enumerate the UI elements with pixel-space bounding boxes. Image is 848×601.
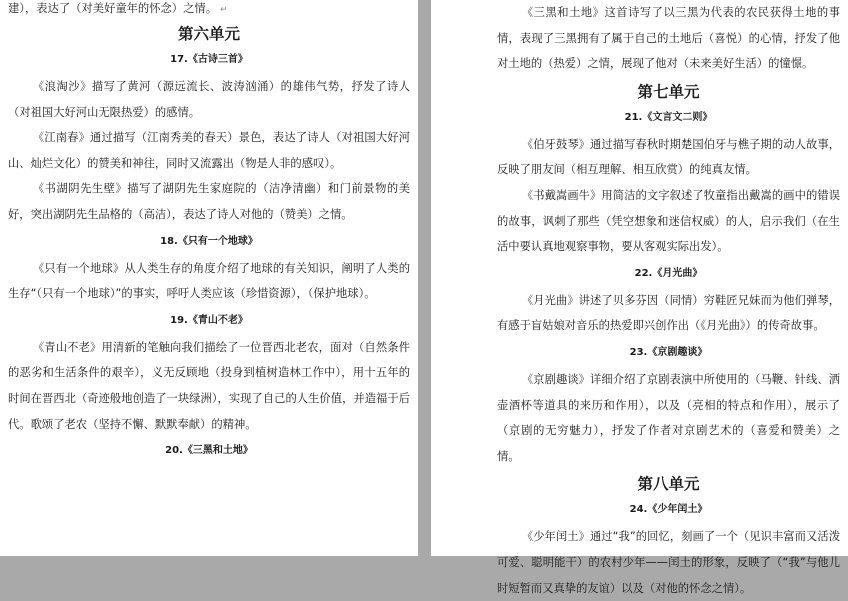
- heading-unit-6: 第六单元: [177, 25, 240, 43]
- lesson-18-title: 18.《只有一个地球》: [160, 235, 258, 247]
- document-page-left: [0, 0, 418, 556]
- lesson-17-paragraph-3: 《书湖阴先生壁》描写了湖阴先生家庭院的（洁净清幽）和门前景物的美好，突出湖阴先生品格的（高洁），表达了诗人对他的（赞美）之情。: [8, 182, 410, 221]
- lesson-20-title: 20.《三黑和土地》: [165, 445, 253, 457]
- lesson-24-paragraph-1: 《少年闰土》通过“我”的回忆，刻画了一个（见识丰富而又活泼可爱、聪明能干）的农村少年——闰土的形象，反映了（“我”与他儿时短暂而又真挚的友谊）以及（对他的怀念之情）。: [497, 530, 840, 595]
- paragraph-mark: ↵: [220, 5, 228, 15]
- lesson-21-paragraph-1: 《伯牙鼓琴》通过描写春秋时期楚国伯牙与樵子期的动人故事，反映了朋友间（相互理解、相互欣赏）的纯真友情。: [497, 137, 840, 177]
- lesson-22-title: 22.《月光曲》: [634, 267, 703, 279]
- lesson-22-paragraph-1: 《月光曲》讲述了贝多芬因（同情）穷鞋匠兄妹而为他们弹琴，有感于盲姑娘对音乐的热爱即兴创作出（《月光曲》）的传奇故事。: [497, 293, 840, 333]
- lesson-21-paragraph-2: 《书戴嵩画牛》用简洁的文字叙述了牧童指出戴嵩的画中的错误的故事，讽刺了那些（凭空想象和迷信权威）的人，启示我们（在生活中要认真地观察事物，要从客观实际出发）。: [497, 188, 840, 254]
- lesson-19-paragraph-1: 《青山不老》用清新的笔触向我们描绘了一位晋西北老农，面对（自然条件的恶劣和生活条件的艰辛），义无反顾地（投身到植树造林工作中），用十五年的时间在晋西北（奇迹般地创造了一块绿洲），实现了自己的人生价值，并造福于后代。歌颂了老农（坚持不懈、默默奉献）的精神。: [8, 340, 410, 431]
- heading-unit-8: 第八单元: [637, 475, 700, 494]
- lesson-18-paragraph-1: 《只有一个地球》从人类生存的角度介绍了地球的有关知识，阐明了人类的生存“（只有一个地球）”的事实，呼吁人类应该（珍惜资源），（保护地球）。: [8, 261, 410, 301]
- lesson-17-paragraph-1: 《浪淘沙》描写了黄河（源远流长、波涛汹涌）的雄伟气势，抒发了诗人（对祖国大好河山无限热爱）的感情。: [8, 80, 410, 119]
- lesson-23-title: 23.《京剧趣谈》: [629, 346, 708, 358]
- lesson-23-paragraph-1: 《京剧趣谈》详细介绍了京剧表演中所使用的（马鞭、针线、洒壶酒杯等道具的来历和作用），以及（亮相的特点和作用），展示了（京剧的无穷魅力），抒发了作者对京剧艺术的（喜爱和赞美）之情。: [497, 372, 840, 463]
- lesson-17-title: 17.《古诗三首》: [170, 54, 248, 65]
- left-top-line: 建），表达了（对美好童年的怀念）之情。 ↵: [8, 2, 228, 15]
- lesson-17-paragraph-2: 《江南春》通过描写（江南秀美的春天）景色，表达了诗人（对祖国大好河山、灿烂文化）的赞美和神往，同时又流露出（物是人非的感叹）。: [8, 131, 410, 170]
- lesson-19-title: 19.《青山不老》: [170, 314, 248, 326]
- lesson-24-title: 24.《少年闰土》: [629, 504, 708, 516]
- document-page-right: [431, 0, 848, 595]
- lesson-20-paragraph-1: 《三黑和土地》这首诗写了以三黑为代表的农民获得土地的事情，表现了三黑拥有了属于自己的土地后（喜悦）的心情，抒发了他对土地的（热爱）之情，展现了他对（未来美好生活）的憧憬。: [497, 6, 840, 71]
- lesson-21-title: 21.《文言文二则》: [624, 111, 713, 123]
- heading-unit-7: 第七单元: [637, 82, 700, 101]
